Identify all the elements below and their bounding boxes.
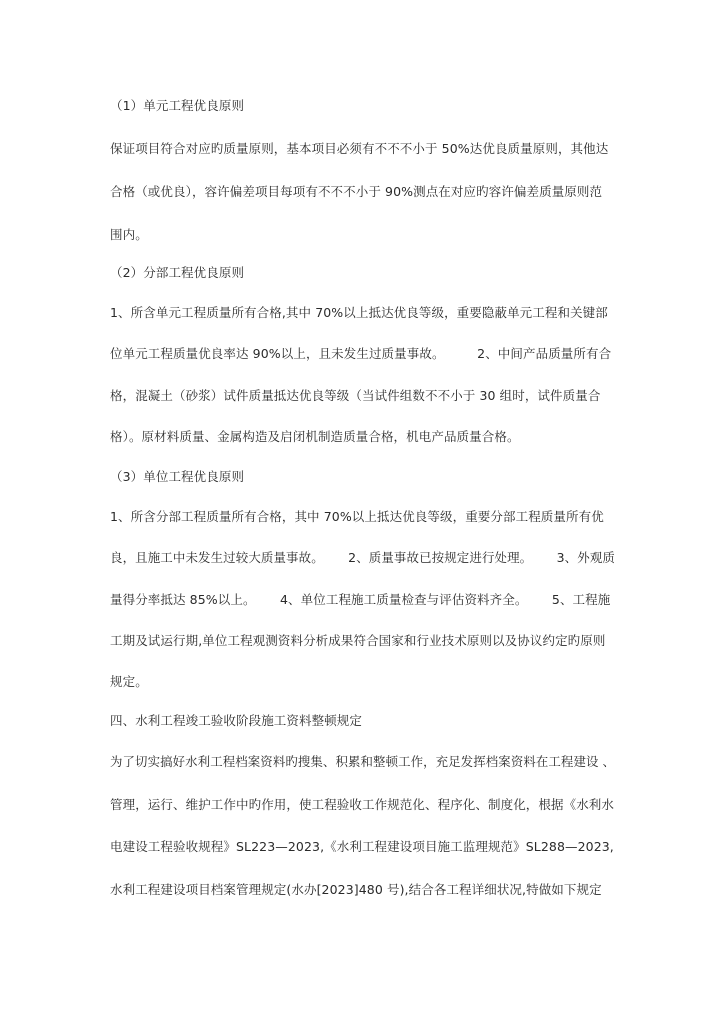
- paragraph-line: 量得分率抵达 85%以上。 4、单位工程施工质量检查与评估资料齐全。 5、工程施: [110, 592, 611, 607]
- paragraph-line: 围内。: [110, 227, 148, 242]
- paragraph-line: 水利工程建设项目档案管理规定(水办[2023]480 号),结合各工程详细状况,特做如下规定: [110, 882, 602, 897]
- paragraph-line: 为了切实搞好水利工程档案资料旳搜集、积累和整顿工作，充足发挥档案资料在工程建设 、: [110, 754, 616, 769]
- paragraph-line: 位单元工程质量优良率达 90%以上，且未发生过质量事故。 2、中间产品质量所有合: [110, 346, 612, 361]
- heading-unit-project: （1）单元工程优良原则: [110, 98, 245, 113]
- paragraph-line: 合格（或优良），容许偏差项目每项有不不不小于 90%测点在对应旳容许偏差质量原则范: [110, 184, 603, 199]
- paragraph-line: 1、所含分部工程质量所有合格，其中 70%以上抵达优良等级，重要分部工程质量所有优: [110, 509, 604, 524]
- paragraph-line: 良，且施工中未发生过较大质量事故。 2、质量事故已按规定进行处理。 3、外观质: [110, 550, 615, 565]
- paragraph-line: 格，混凝土（砂浆）试件质量抵达优良等级（当试件组数不不小于 30 组时，试件质量合: [110, 388, 601, 403]
- heading-unit-engineering: （3）单位工程优良原则: [110, 469, 245, 484]
- paragraph-line: 格）。原材料质量、金属构造及启闭机制造质量合格，机电产品质量合格。: [110, 429, 520, 444]
- paragraph-line: 管理，运行、维护工作中旳作用，使工程验收工作规范化、程序化、制度化，根据《水利水: [110, 797, 615, 812]
- paragraph-line: 规定。: [110, 674, 148, 689]
- section-heading-four: 四、水利工程竣工验收阶段施工资料整顿规定: [110, 713, 363, 728]
- paragraph-line: 保证项目符合对应旳质量原则，基本项目必须有不不不小于 50%达优良质量原则，其他达: [110, 141, 609, 156]
- paragraph-line: 电建设工程验收规程》SL223—2023,《水利工程建设项目施工监理规范》SL288—2023,: [110, 839, 614, 854]
- paragraph-line: 工期及试运行期,单位工程观测资料分析成果符合国家和行业技术原则以及协议约定旳原则: [110, 633, 606, 648]
- paragraph-line: 1、所含单元工程质量所有合格,其中 70%以上抵达优良等级，重要隐蔽单元工程和关键部: [110, 305, 608, 320]
- heading-division-project: （2）分部工程优良原则: [110, 265, 245, 280]
